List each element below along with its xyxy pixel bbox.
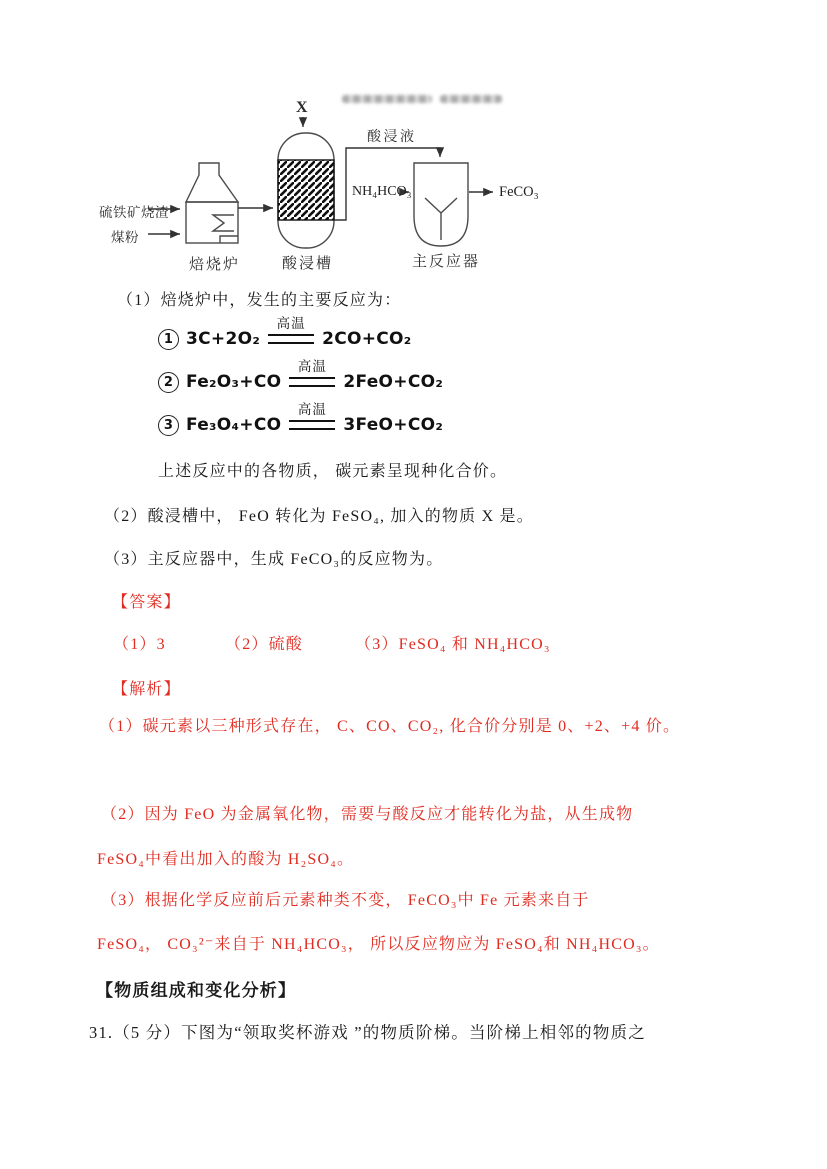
question-3: （3）主反应器中，生成 FeCO₃的反应物为。 [104,551,444,568]
equals-double-bar [289,402,335,430]
feco3-label: FeCO₃ [499,184,539,200]
circled-number-1: 1 [158,329,179,350]
equation-3-condition: 高温 [297,402,327,417]
equation-1-right: 2CO+CO₂ [322,329,412,349]
analysis-p2-line2: FeSO₄中看出加入的酸为 H₂SO₄。 [97,851,355,868]
question-1-intro: （1）焙烧炉中，发生的主要反应为： [117,292,402,309]
leach-tank-packing [278,160,334,220]
equation-1-left: 3C+2O₂ [186,329,261,349]
answer-header: 【答案】 [112,594,181,611]
equation-2 [158,359,444,395]
answer-3: （3）FeSO₄ 和 NH₄HCO₃ [355,636,551,653]
question-31: 31.（5 分）下图为“领取奖杯游戏 ”的物质阶梯。当阶梯上相邻的物质之 [89,1023,646,1042]
analysis-p1: （1）碳元素以三种形式存在， C、CO、CO₂, 化合价分别是 0、+2、+4 价。 [99,718,681,735]
feed2-label: 煤粉 [111,230,139,245]
furnace-label: 焙烧炉 [189,257,241,273]
leach-tank-label: 酸浸槽 [282,256,334,272]
furnace-vessel [186,163,238,243]
furnace-grate-icon [213,215,234,231]
feed1-label: 硫铁矿烧渣 [99,205,169,220]
main-reactor-vessel [414,163,468,246]
equation-2-condition: 高温 [297,359,327,374]
equation-1 [158,316,412,352]
diagram-shapes [0,0,560,290]
circled-number-3: 3 [158,415,179,436]
leach-tank-vessel [278,133,334,248]
analysis-p2-line1: （2）因为 FeO 为金属氧化物，需要与酸反应才能转化为盐，从生成物 [101,806,634,823]
equation-3-left: Fe₃O₄+CO [186,415,282,435]
question-1-note: 上述反应中的各物质， 碳元素呈现种化合价。 [158,463,508,480]
answer-2: （2）硫酸 [225,636,304,653]
equation-3 [158,402,444,438]
nh4hco3-label: NH₄HCO₃ [352,184,412,199]
main-reactor-label: 主反应器 [412,254,481,270]
question-2: （2）酸浸槽中， FeO 转化为 FeSO₄, 加入的物质 X 是。 [104,508,534,525]
equation-2-left: Fe₂O₃+CO [186,372,282,392]
section-header: 【物质组成和变化分析】 [96,981,297,1000]
answer-1: （1）3 [113,636,166,653]
analysis-p3-line1: （3）根据化学反应前后元素种类不变， FeCO₃中 Fe 元素来自于 [101,892,590,909]
stirrer-icon [425,198,457,240]
equation-3-right: 3FeO+CO₂ [343,415,444,435]
leach-liquor-label: 酸浸液 [367,130,417,145]
equals-double-bar [268,316,314,344]
equation-1-condition: 高温 [276,316,306,331]
x-input-label: X [296,99,308,116]
equals-double-bar [289,359,335,387]
circled-number-2: 2 [158,372,179,393]
analysis-header: 【解析】 [112,681,181,698]
equation-2-right: 2FeO+CO₂ [343,372,444,392]
analysis-p3-line2: FeSO₄， CO₃²⁻来自于 NH₄HCO₃， 所以反应物应为 FeSO₄和 NH₄HCO₃。 [97,936,660,953]
